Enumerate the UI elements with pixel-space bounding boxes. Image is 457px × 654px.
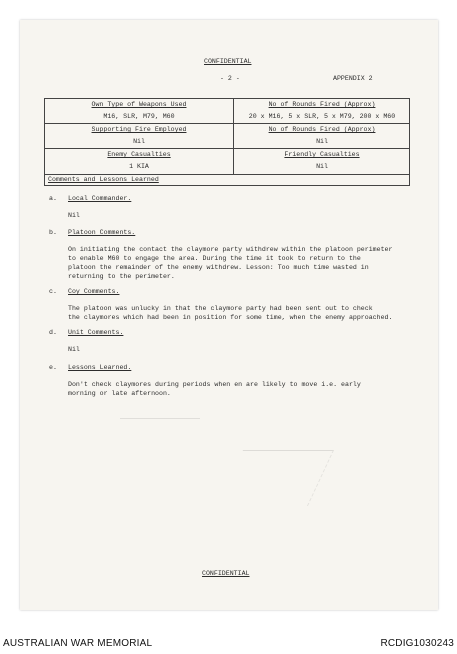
friendly-casualties-value: Nil xyxy=(316,163,328,170)
section-text: to enable M60 to engage the area. During the time it took to return to the xyxy=(68,255,361,262)
support-rounds-label: No of Rounds Fired (Approx) xyxy=(268,126,376,133)
rounds-fired-value: 20 x M16, 5 x SLR, 5 x M79, 200 x M60 xyxy=(248,113,396,120)
supporting-fire-label: Supporting Fire Employed xyxy=(91,126,187,133)
comments-heading: Comments and Lessons Learned xyxy=(48,176,159,183)
section-text: returning to the perimeter. xyxy=(68,273,175,280)
rounds-fired-label: No of Rounds Fired (Approx) xyxy=(268,101,376,108)
own-weapons-label: Own Type of Weapons Used xyxy=(91,101,187,108)
section-text: platoon the remainder of the enemy withdrew. Lesson: Too much time wasted in xyxy=(68,264,369,271)
section-heading: Local Commander. xyxy=(68,195,132,202)
supporting-fire-value: Nil xyxy=(133,138,145,145)
classification-footer: CONFIDENTIAL xyxy=(202,570,250,577)
section-heading: Lessons Learned. xyxy=(68,364,132,371)
section-letter: a. xyxy=(49,195,57,202)
enemy-casualties-value: 1 KIA xyxy=(129,163,149,170)
section-letter: e. xyxy=(49,364,57,371)
enemy-casualties-label: Enemy Casualties xyxy=(107,151,171,158)
own-weapons-value: M16, SLR, M79, M60 xyxy=(103,113,175,120)
bleed-through-mark xyxy=(120,418,200,419)
section-text: morning or late afternoon. xyxy=(68,390,171,397)
section-text: Nil xyxy=(68,212,80,219)
section-heading: Coy Comments. xyxy=(68,288,120,295)
section-text: Don't check claymores during periods when en are likely to move i.e. early xyxy=(68,381,361,388)
archive-name: AUSTRALIAN WAR MEMORIAL xyxy=(3,638,153,649)
table-row-rule xyxy=(45,148,409,149)
appendix-label: APPENDIX 2 xyxy=(333,75,373,82)
contact-summary-table xyxy=(44,98,410,186)
page-number: - 2 - xyxy=(220,75,240,82)
section-text: The platoon was unlucky in that the claymore party had been sent out to check xyxy=(68,305,373,312)
friendly-casualties-label: Friendly Casualties xyxy=(284,151,360,158)
section-heading: Platoon Comments. xyxy=(68,229,136,236)
section-text: the claymores which had been in position for some time, when the enemy approached. xyxy=(68,314,393,321)
section-heading: Unit Comments. xyxy=(68,329,124,336)
section-letter: d. xyxy=(49,329,57,336)
table-row-rule xyxy=(45,174,409,175)
support-rounds-value: Nil xyxy=(316,138,328,145)
archive-reference: RCDIG1030243 xyxy=(380,638,454,649)
section-letter: b. xyxy=(49,229,57,236)
section-text: On initiating the contact the claymore party withdrew within the platoon perimeter xyxy=(68,246,393,253)
classification-header: CONFIDENTIAL xyxy=(204,58,252,65)
table-row-rule xyxy=(45,123,409,124)
section-letter: c. xyxy=(49,288,57,295)
section-text: Nil xyxy=(68,346,80,353)
